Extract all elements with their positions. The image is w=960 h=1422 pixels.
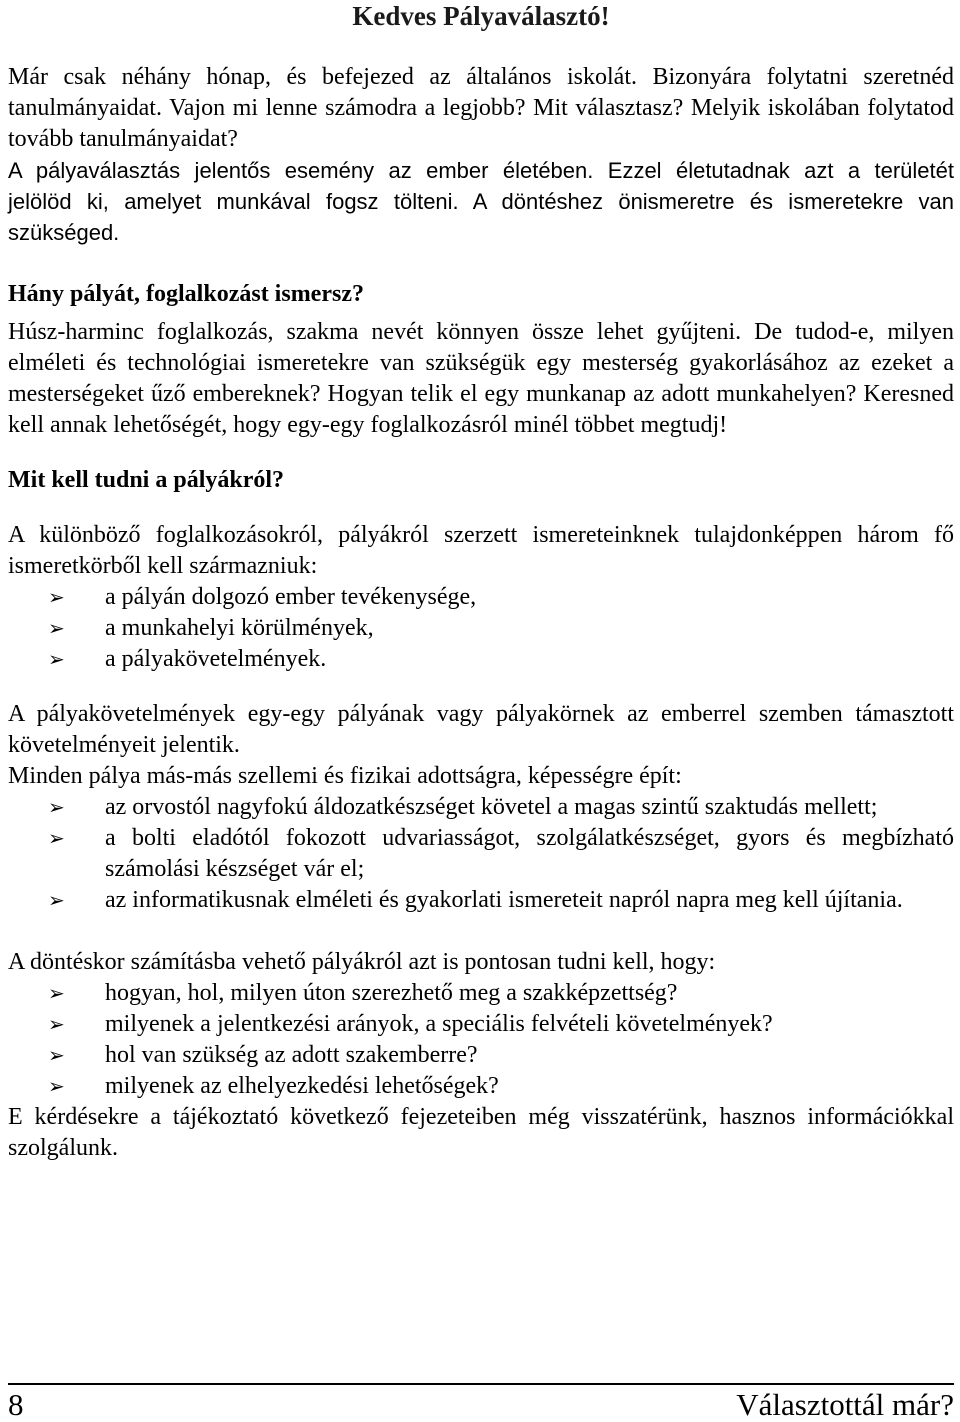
arrowhead-bullet-icon: ➢	[48, 826, 65, 850]
list-item-text: a pályakövetelmények.	[105, 646, 327, 672]
list-item-text: a munkahelyi körülmények,	[105, 615, 374, 641]
intro-paragraph-2: A pályaválasztás jelentős esemény az ember életében. Ezzel életutadnak azt a területét jelölöd ki, amelyet munkával fogsz tölteni. A döntéshez önismeretre és ismeretekre van szükséged.	[8, 158, 954, 245]
list-item-text: milyenek az elhelyezkedési lehetőségek?	[105, 1073, 499, 1099]
arrowhead-bullet-icon: ➢	[48, 795, 65, 819]
abilities-paragraph: Minden pálya más-más szellemi és fizikai adottságra, képességre épít:	[8, 763, 682, 789]
knowledge-areas-list	[8, 582, 954, 675]
list-item	[8, 613, 954, 644]
list-item-text: hogyan, hol, milyen úton szerezhető meg a szakképzettség?	[105, 980, 678, 1006]
decision-paragraph: A döntéskor számításba vehető pályákról azt is pontosan tudni kell, hogy:	[8, 949, 716, 975]
examples-list	[8, 792, 954, 916]
list-item-text: a pályán dolgozó ember tevékenysége,	[105, 584, 477, 610]
list-item-text: az informatikusnak elméleti és gyakorlati ismereteit napról napra meg kell újítania.	[105, 887, 903, 913]
list-item	[8, 792, 954, 823]
arrowhead-bullet-icon: ➢	[48, 1012, 65, 1036]
list-item	[8, 582, 954, 613]
arrowhead-bullet-icon: ➢	[48, 616, 65, 640]
list-item	[8, 1071, 954, 1102]
list-item-text: az orvostól nagyfokú áldozatkészséget követel a magas szintű szaktudás mellett;	[105, 794, 878, 820]
list-item	[8, 1040, 954, 1071]
intro-paragraph-1: Már csak néhány hónap, és befejezed az általános iskolát. Bizonyára folytatni szeretnéd tanulmányaidat. Vajon mi lenne számodra a legjobb? Mit választasz? Melyik iskolában folytatod tovább tanulmányaidat?	[8, 64, 954, 152]
list-item	[8, 644, 954, 675]
arrowhead-bullet-icon: ➢	[48, 1043, 65, 1067]
list-item	[8, 1009, 954, 1040]
page-number: 8	[8, 1387, 24, 1422]
section1-paragraph: Húsz-harminc foglalkozás, szakma nevét könnyen össze lehet gyűjteni. De tudod-e, milyen elméleti és technológiai ismeretekre van szükségük egy mesterség gyakorlásához az ezeket a mesterségeket űző embereknek? Hogyan telik el egy munkanap az adott munkahelyen? Keresned kell annak lehetőségét, hogy egy-egy foglalkozásról minél többet megtudj!	[8, 319, 954, 438]
arrowhead-bullet-icon: ➢	[48, 981, 65, 1005]
list-item	[8, 885, 954, 916]
list-item	[8, 978, 954, 1009]
section-heading-mit-kell-tudni: Mit kell tudni a pályákról?	[8, 467, 285, 493]
footer-divider	[8, 1383, 954, 1385]
requirements-paragraph: A pályakövetelmények egy-egy pályának vagy pályakörnek az emberrel szemben támasztott követelményeit jelentik.	[8, 701, 954, 758]
page-title: Kedves Pályaválasztó!	[352, 1, 610, 31]
arrowhead-bullet-icon: ➢	[48, 1074, 65, 1098]
questions-list	[8, 978, 954, 1102]
document-page	[8, 0, 954, 1164]
section2-intro-paragraph: A különböző foglalkozásokról, pályákról szerzett ismereteinknek tulajdonképpen három fő ismeretkörből kell származniuk:	[8, 522, 954, 579]
list-item	[8, 823, 954, 885]
closing-paragraph: E kérdésekre a tájékoztató következő fejezeteiben még visszatérünk, hasznos információkkal szolgálunk.	[8, 1104, 954, 1161]
section-heading-palyak-ismerete: Hány pályát, foglalkozást ismersz?	[8, 281, 364, 307]
arrowhead-bullet-icon: ➢	[48, 585, 65, 609]
arrowhead-bullet-icon: ➢	[48, 888, 65, 912]
arrowhead-bullet-icon: ➢	[48, 647, 65, 671]
list-item-text: hol van szükség az adott szakemberre?	[105, 1042, 478, 1068]
running-title: Választottál már?	[736, 1387, 954, 1422]
list-item-text: a bolti eladótól fokozott udvariasságot, szolgálatkészséget, gyors és megbízható számolási készséget vár el;	[105, 825, 954, 882]
list-item-text: milyenek a jelentkezési arányok, a speciális felvételi követelmények?	[105, 1011, 773, 1037]
